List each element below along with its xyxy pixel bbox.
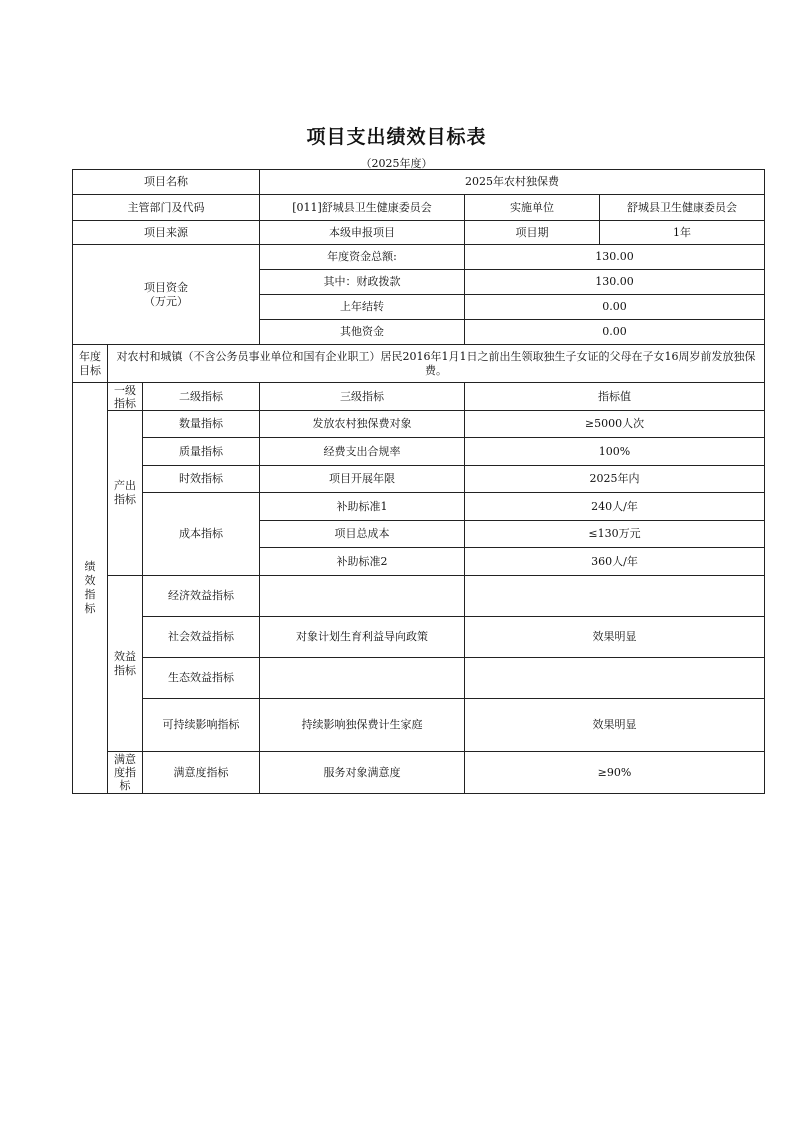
- level3-cell: 经费支出合规率: [260, 438, 465, 466]
- level2-cell: 经济效益指标: [143, 576, 260, 617]
- level2-cell: 质量指标: [143, 438, 260, 466]
- level3-cell: 补助标准2: [260, 548, 465, 576]
- row-department: [73, 195, 765, 221]
- implementer-label: 实施单位: [465, 195, 600, 221]
- level2-cell: 数量指标: [143, 411, 260, 438]
- funds-fiscal-value: 130.00: [465, 270, 765, 295]
- level3-cell: 对象计划生育利益导向政策: [260, 617, 465, 658]
- funds-carryover-label: 上年结转: [260, 295, 465, 320]
- funds-other-label: 其他资金: [260, 320, 465, 345]
- department-label: 主管部门及代码: [73, 195, 260, 221]
- funds-fiscal-label: 其中：财政拨款: [260, 270, 465, 295]
- fiscal-year: （2025年度）: [360, 157, 433, 170]
- level3-cell: 补助标准1: [260, 493, 465, 521]
- satisfaction-indicator-label: 满意 度指 标: [108, 752, 143, 794]
- level3-cell: 项目开展年限: [260, 466, 465, 493]
- table-row: [73, 752, 765, 794]
- project-name-value: 2025年农村独保费: [260, 170, 765, 195]
- value-cell: [465, 658, 765, 699]
- level2-cell: 成本指标: [143, 493, 260, 576]
- period-label: 项目期: [465, 221, 600, 245]
- row-project-name: [73, 170, 765, 195]
- table-row: [73, 699, 765, 752]
- level2-cell: 满意度指标: [143, 752, 260, 794]
- implementer-value: 舒城县卫生健康委员会: [600, 195, 765, 221]
- funds-carryover-value: 0.00: [465, 295, 765, 320]
- table-row: [73, 576, 765, 617]
- table-row: [73, 493, 765, 521]
- performance-indicator-label: 绩 效 指 标: [73, 383, 108, 794]
- level3-cell: 服务对象满意度: [260, 752, 465, 794]
- value-cell: ≥5000人次: [465, 411, 765, 438]
- value-cell: 效果明显: [465, 699, 765, 752]
- annual-goal-label: 年度 目标: [73, 345, 108, 383]
- row-source: [73, 221, 765, 245]
- header-level2: 二级指标: [143, 383, 260, 411]
- level2-cell: 生态效益指标: [143, 658, 260, 699]
- table-row: [73, 411, 765, 438]
- value-cell: 2025年内: [465, 466, 765, 493]
- level3-cell: 持续影响独保费计生家庭: [260, 699, 465, 752]
- value-cell: 360人/年: [465, 548, 765, 576]
- funds-other-value: 0.00: [465, 320, 765, 345]
- level2-cell: 社会效益指标: [143, 617, 260, 658]
- source-value: 本级申报项目: [260, 221, 465, 245]
- department-value: [011]舒城县卫生健康委员会: [260, 195, 465, 221]
- page-title: 项目支出绩效目标表: [306, 126, 487, 148]
- annual-goal-text: 对农村和城镇（不含公务员事业单位和国有企业职工）居民2016年1月1日之前出生领取独生子女证的父母在子女16周岁前发放独保费。: [108, 345, 765, 383]
- period-value: 1年: [600, 221, 765, 245]
- level3-cell: 发放农村独保费对象: [260, 411, 465, 438]
- row-funds-total: [73, 245, 765, 270]
- funds-total-label: 年度资金总额:: [260, 245, 465, 270]
- header-value: 指标值: [465, 383, 765, 411]
- row-indicator-header: [73, 383, 765, 411]
- header-level3: 三级指标: [260, 383, 465, 411]
- table-row: [73, 658, 765, 699]
- level3-cell: [260, 576, 465, 617]
- table-row: [73, 466, 765, 493]
- funds-label: 项目资金 （万元）: [73, 245, 260, 345]
- benefit-indicator-label: 效益 指标: [108, 576, 143, 752]
- value-cell: ≥90%: [465, 752, 765, 794]
- header-level1: 一级 指标: [108, 383, 143, 411]
- table-row: [73, 438, 765, 466]
- value-cell: 240人/年: [465, 493, 765, 521]
- level2-cell: 可持续影响指标: [143, 699, 260, 752]
- value-cell: 100%: [465, 438, 765, 466]
- level3-cell: 项目总成本: [260, 521, 465, 548]
- project-name-label: 项目名称: [73, 170, 260, 195]
- value-cell: 效果明显: [465, 617, 765, 658]
- funds-total-value: 130.00: [465, 245, 765, 270]
- level2-cell: 时效指标: [143, 466, 260, 493]
- level3-cell: [260, 658, 465, 699]
- row-annual-goal: [73, 345, 765, 383]
- source-label: 项目来源: [73, 221, 260, 245]
- table-row: [73, 617, 765, 658]
- value-cell: [465, 576, 765, 617]
- output-indicator-label: 产出 指标: [108, 411, 143, 576]
- value-cell: ≤130万元: [465, 521, 765, 548]
- performance-goal-table: [72, 169, 765, 794]
